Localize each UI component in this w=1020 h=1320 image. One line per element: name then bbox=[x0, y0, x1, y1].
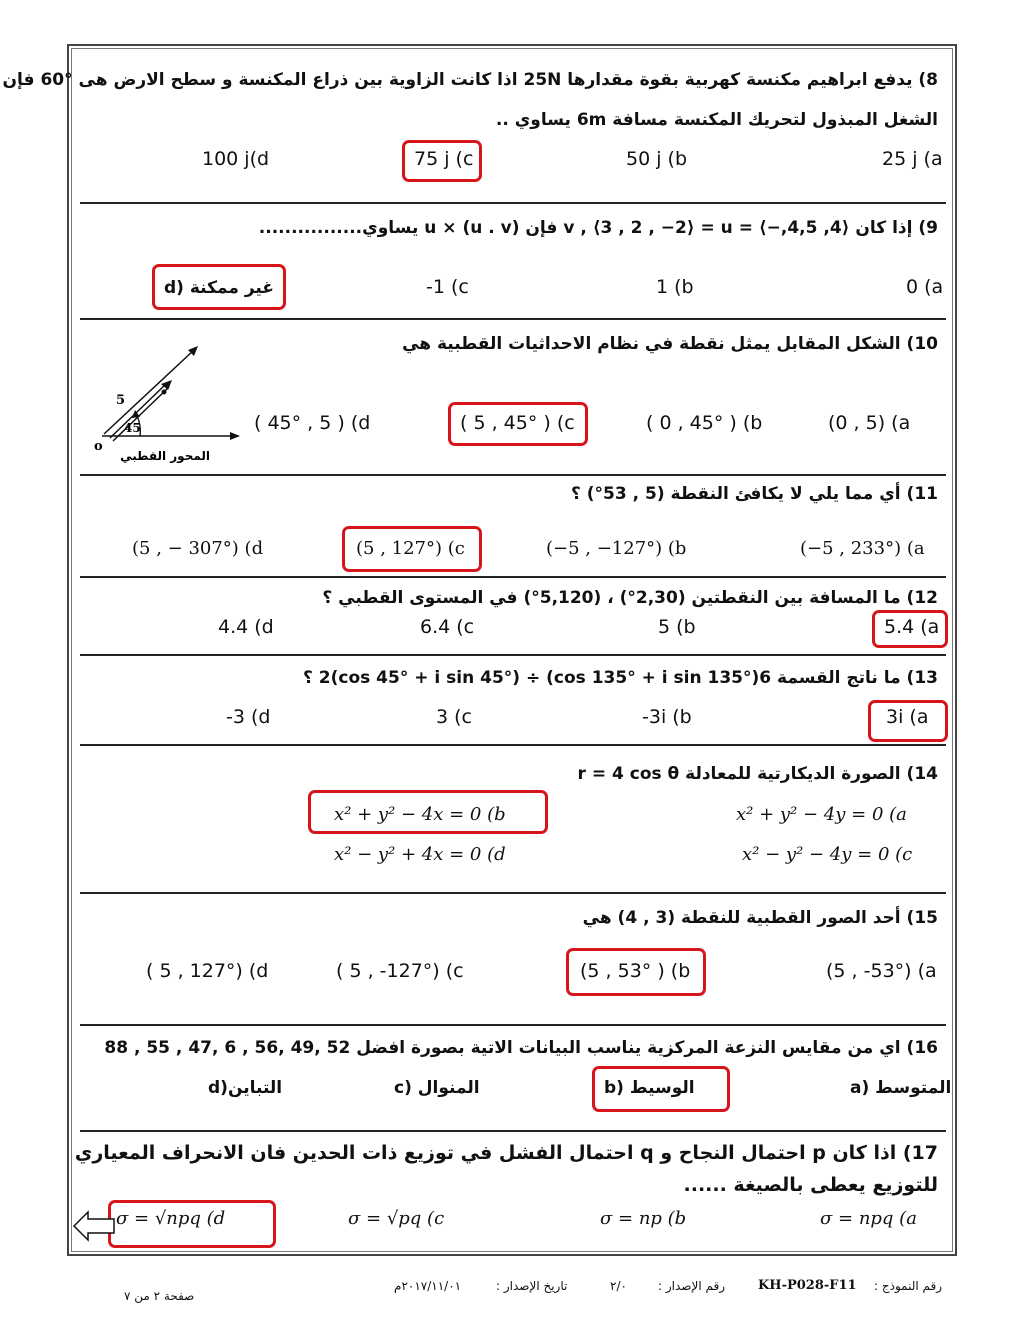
option-c[interactable]: ( 5 , 45° ) (c bbox=[460, 412, 575, 434]
form-label: رقم النموذج : bbox=[874, 1279, 943, 1293]
option-d[interactable]: (5 , − 307°) (d bbox=[132, 538, 264, 559]
question-9 bbox=[80, 204, 946, 316]
answer-highlight bbox=[152, 264, 286, 310]
option-c[interactable]: σ = √pq (c bbox=[348, 1208, 445, 1229]
option-c[interactable]: 6.4 (c bbox=[420, 616, 475, 638]
option-a[interactable]: 5.4 (a bbox=[884, 616, 940, 638]
option-b[interactable]: (−5 , −127°) (b bbox=[546, 538, 687, 559]
option-a[interactable]: 25 j (a bbox=[882, 148, 943, 170]
answer-highlight bbox=[592, 1066, 730, 1112]
option-c[interactable]: (5 , 127°) (c bbox=[356, 538, 465, 559]
option-a[interactable]: 0 (a bbox=[906, 276, 944, 298]
question-9-text: 9) إذا كان ⟨4, 4,5,−⟩ = v , ⟨3 , 2 , −2⟩ = u فإن (u . v) × u يساوي................ bbox=[258, 218, 938, 238]
radius-label: 5 bbox=[116, 393, 126, 408]
option-d[interactable]: σ = √npq (d bbox=[116, 1208, 226, 1229]
date-label: تاريخ الإصدار : bbox=[496, 1279, 568, 1293]
question-11 bbox=[80, 476, 946, 576]
option-a[interactable]: (0 , 5) (a bbox=[828, 412, 911, 434]
answer-highlight bbox=[342, 526, 482, 572]
option-a[interactable]: σ = npq (a bbox=[820, 1208, 917, 1229]
question-17-text-line2: للتوزيع يعطى بالصيغة ...... bbox=[683, 1174, 938, 1196]
question-10-text: 10) الشكل المقابل يمثل نقطة في نظام الاحداثيات القطبية هي bbox=[402, 334, 938, 354]
question-13 bbox=[80, 656, 946, 744]
polar-axis-label: المحور القطبي bbox=[120, 449, 210, 463]
option-b[interactable]: σ = np (b bbox=[600, 1208, 687, 1229]
option-c[interactable]: -1 (c bbox=[426, 276, 469, 298]
option-c[interactable]: ( 5 , -127°) (c bbox=[336, 960, 464, 982]
question-16-text: 16) اي من مقايس النزعة المركزية يناسب البيانات الاتية بصورة افضل 52 ,49 ,56 , 6 ,47 , 55 , 88 bbox=[104, 1038, 938, 1058]
option-d[interactable]: غير ممكنة (d bbox=[164, 278, 274, 298]
option-c[interactable]: المنوال (c bbox=[394, 1078, 480, 1098]
answer-highlight bbox=[402, 140, 482, 182]
option-b[interactable]: الوسيط (b bbox=[604, 1078, 695, 1098]
question-14 bbox=[80, 746, 946, 892]
question-8-text-line2: الشغل المبذول لتحريك المكنسة مسافة 6m يساوي .. bbox=[495, 110, 938, 130]
form-number: KH-P028-F11 bbox=[758, 1278, 857, 1293]
option-d[interactable]: 100 j(d bbox=[202, 148, 270, 170]
option-a[interactable]: (5 , -53°) (a bbox=[826, 960, 937, 982]
question-12 bbox=[80, 578, 946, 654]
polar-point-figure bbox=[90, 338, 250, 468]
answer-highlight bbox=[448, 402, 588, 446]
option-d[interactable]: 4.4 (d bbox=[218, 616, 274, 638]
question-13-text: 13) ما ناتج القسمة 6(cos 135° + i sin 135°) ÷ 2(cos 45° + i sin 45°) ؟ bbox=[303, 668, 938, 688]
option-b[interactable]: x² + y² − 4x = 0 (b bbox=[334, 804, 506, 825]
option-b[interactable]: -3i (b bbox=[642, 706, 692, 728]
option-b[interactable]: 1 (b bbox=[656, 276, 694, 298]
page-number: صفحة ٢ من ٧ bbox=[124, 1289, 195, 1303]
question-11-text: 11) أي مما يلي لا يكافئ النقطة (5 , 53°) ؟ bbox=[570, 484, 938, 504]
issue-number: ٢/٠ bbox=[610, 1279, 627, 1293]
option-c[interactable]: 75 j (c bbox=[414, 148, 474, 170]
question-8-text-line1: 8) يدفع ابراهيم مكنسة كهربية بقوة مقدارها 25N اذا كانت الزاوية بين ذراع المكنسة و سطح الارض هى °60 فإن bbox=[2, 70, 938, 90]
angle-label: 45 bbox=[124, 421, 141, 435]
option-a[interactable]: (−5 , 233°) (a bbox=[800, 538, 925, 559]
origin-label: o bbox=[94, 439, 103, 454]
option-b[interactable]: ( 0 , 45° ) (b bbox=[646, 412, 763, 434]
option-a[interactable]: x² + y² − 4y = 0 (a bbox=[736, 804, 907, 825]
question-17-text-line1: 17) اذا كان p احتمال النجاح و q احتمال الفشل في توزيع ذات الحدين فان الانحراف المعياري bbox=[74, 1142, 938, 1164]
answer-highlight bbox=[108, 1200, 276, 1248]
answer-highlight bbox=[872, 610, 948, 648]
option-b[interactable]: (5 , 53° ) (b bbox=[580, 960, 691, 982]
option-d[interactable]: x² − y² + 4x = 0 (d bbox=[334, 844, 506, 865]
option-a[interactable]: المتوسط (a bbox=[850, 1078, 952, 1098]
question-15-text: 15) أحد الصور القطبية للنقطة (3 , 4) هي bbox=[582, 908, 938, 928]
option-c[interactable]: 3 (c bbox=[436, 706, 472, 728]
option-d[interactable]: ( 5 , 127°) (d bbox=[146, 960, 269, 982]
answer-highlight bbox=[566, 948, 706, 996]
question-17 bbox=[74, 1132, 946, 1248]
option-b[interactable]: 50 j (b bbox=[626, 148, 688, 170]
answer-highlight bbox=[868, 700, 948, 742]
option-a[interactable]: 3i (a bbox=[886, 706, 929, 728]
option-d[interactable]: -3 (d bbox=[226, 706, 271, 728]
question-10 bbox=[80, 320, 946, 474]
date-value: ٢٠١٧/١١/٠١م bbox=[394, 1279, 462, 1293]
question-16 bbox=[80, 1026, 952, 1130]
question-15 bbox=[80, 894, 946, 1024]
option-c[interactable]: x² − y² − 4y = 0 (c bbox=[742, 844, 913, 865]
option-b[interactable]: 5 (b bbox=[658, 616, 696, 638]
option-d[interactable]: ( 45° , 5 ) (d bbox=[254, 412, 371, 434]
option-d[interactable]: التباين(d bbox=[208, 1078, 283, 1098]
answer-highlight bbox=[308, 790, 548, 834]
question-8 bbox=[2, 62, 946, 202]
question-14-text: 14) الصورة الديكارتية للمعادلة r = 4 cos θ bbox=[577, 764, 938, 784]
question-12-text: 12) ما المسافة بين النقطتين (2,30°) ، (5,120°) في المستوى القطبي ؟ bbox=[322, 588, 938, 608]
arrow-left-icon bbox=[72, 1206, 116, 1246]
issue-label: رقم الإصدار : bbox=[658, 1279, 725, 1293]
